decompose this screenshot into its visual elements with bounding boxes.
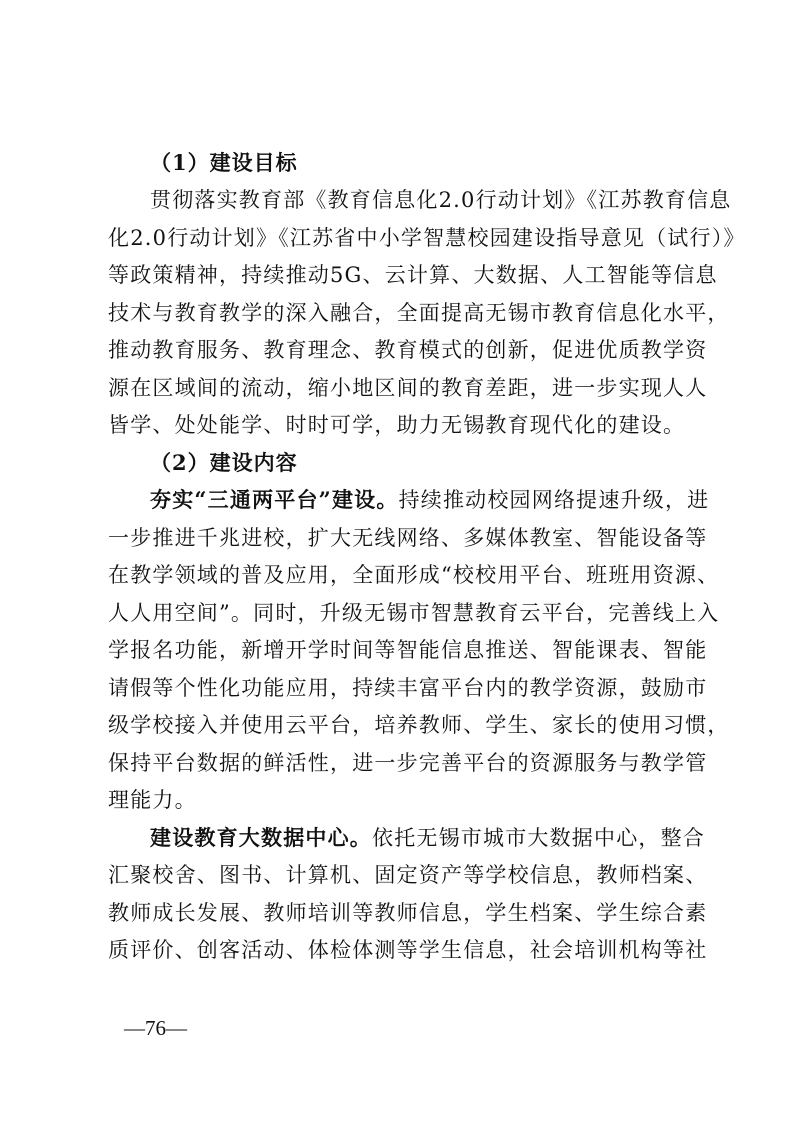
- bold-lead-text: 建设教育大数据中心。: [150, 825, 372, 850]
- paragraph-line: 理能力。: [108, 788, 197, 812]
- paragraph-line: 请假等个性化功能应用，持续丰富平台内的教学资源，鼓励市: [108, 676, 708, 700]
- paragraph-line: 贯彻落实教育部《教育信息化2.0行动计划》《江苏教育信息: [150, 188, 732, 212]
- paragraph-line: 技术与教育教学的深入融合，全面提高无锡市教育信息化水平，: [108, 301, 730, 325]
- paragraph-line: 教师成长发展、教师培训等教师信息，学生档案、学生综合素: [108, 901, 708, 925]
- section-heading-content: （2）建设内容: [150, 450, 298, 475]
- paragraph-line: 质评价、创客活动、体检体测等学生信息，社会培训机构等社: [108, 938, 708, 962]
- paragraph-line: 汇聚校舍、图书、计算机、固定资产等学校信息，教师档案、: [108, 863, 708, 887]
- paragraph-text: 依托无锡市城市大数据中心，整合: [372, 826, 705, 850]
- paragraph-line: 推动教育服务、教育理念、教育模式的创新，促进优质教学资: [108, 338, 708, 362]
- paragraph-line: 人人用空间”。同时，升级无锡市智慧教育云平台，完善线上入: [108, 601, 720, 625]
- page-number: —76—: [124, 1016, 187, 1040]
- bold-lead-text: 夯实“三通两平台”建设。: [150, 487, 399, 512]
- paragraph-line: 等政策精神，持续推动5G、云计算、大数据、人工智能等信息: [108, 263, 718, 287]
- paragraph-line: 化2.0行动计划》《江苏省中小学智慧校园建设指导意见（试行）》: [108, 226, 746, 250]
- paragraph-line: 一步推进千兆进校，扩大无线网络、多媒体教室、智能设备等: [108, 526, 708, 550]
- paragraph-line: 学报名功能，新增开学时间等智能信息推送、智能课表、智能: [108, 638, 708, 662]
- paragraph-line: 保持平台数据的鲜活性，进一步完善平台的资源服务与教学管: [108, 751, 708, 775]
- paragraph-line: 在教学领域的普及应用，全面形成“校校用平台、班班用资源、: [108, 563, 720, 587]
- paragraph-line: 皆学、处处能学、时时可学，助力无锡教育现代化的建设。: [108, 413, 686, 437]
- paragraph-line: 源在区域间的流动，缩小地区间的教育差距，进一步实现人人: [108, 376, 708, 400]
- paragraph-line: 级学校接入并使用云平台，培养教师、学生、家长的使用习惯，: [108, 713, 730, 737]
- section-heading-goals: （1）建设目标: [150, 150, 298, 175]
- paragraph-text: 持续推动校园网络提速升级，进: [398, 488, 710, 512]
- paragraph-line-with-lead: [150, 487, 710, 513]
- paragraph-line-with-lead: [150, 825, 705, 851]
